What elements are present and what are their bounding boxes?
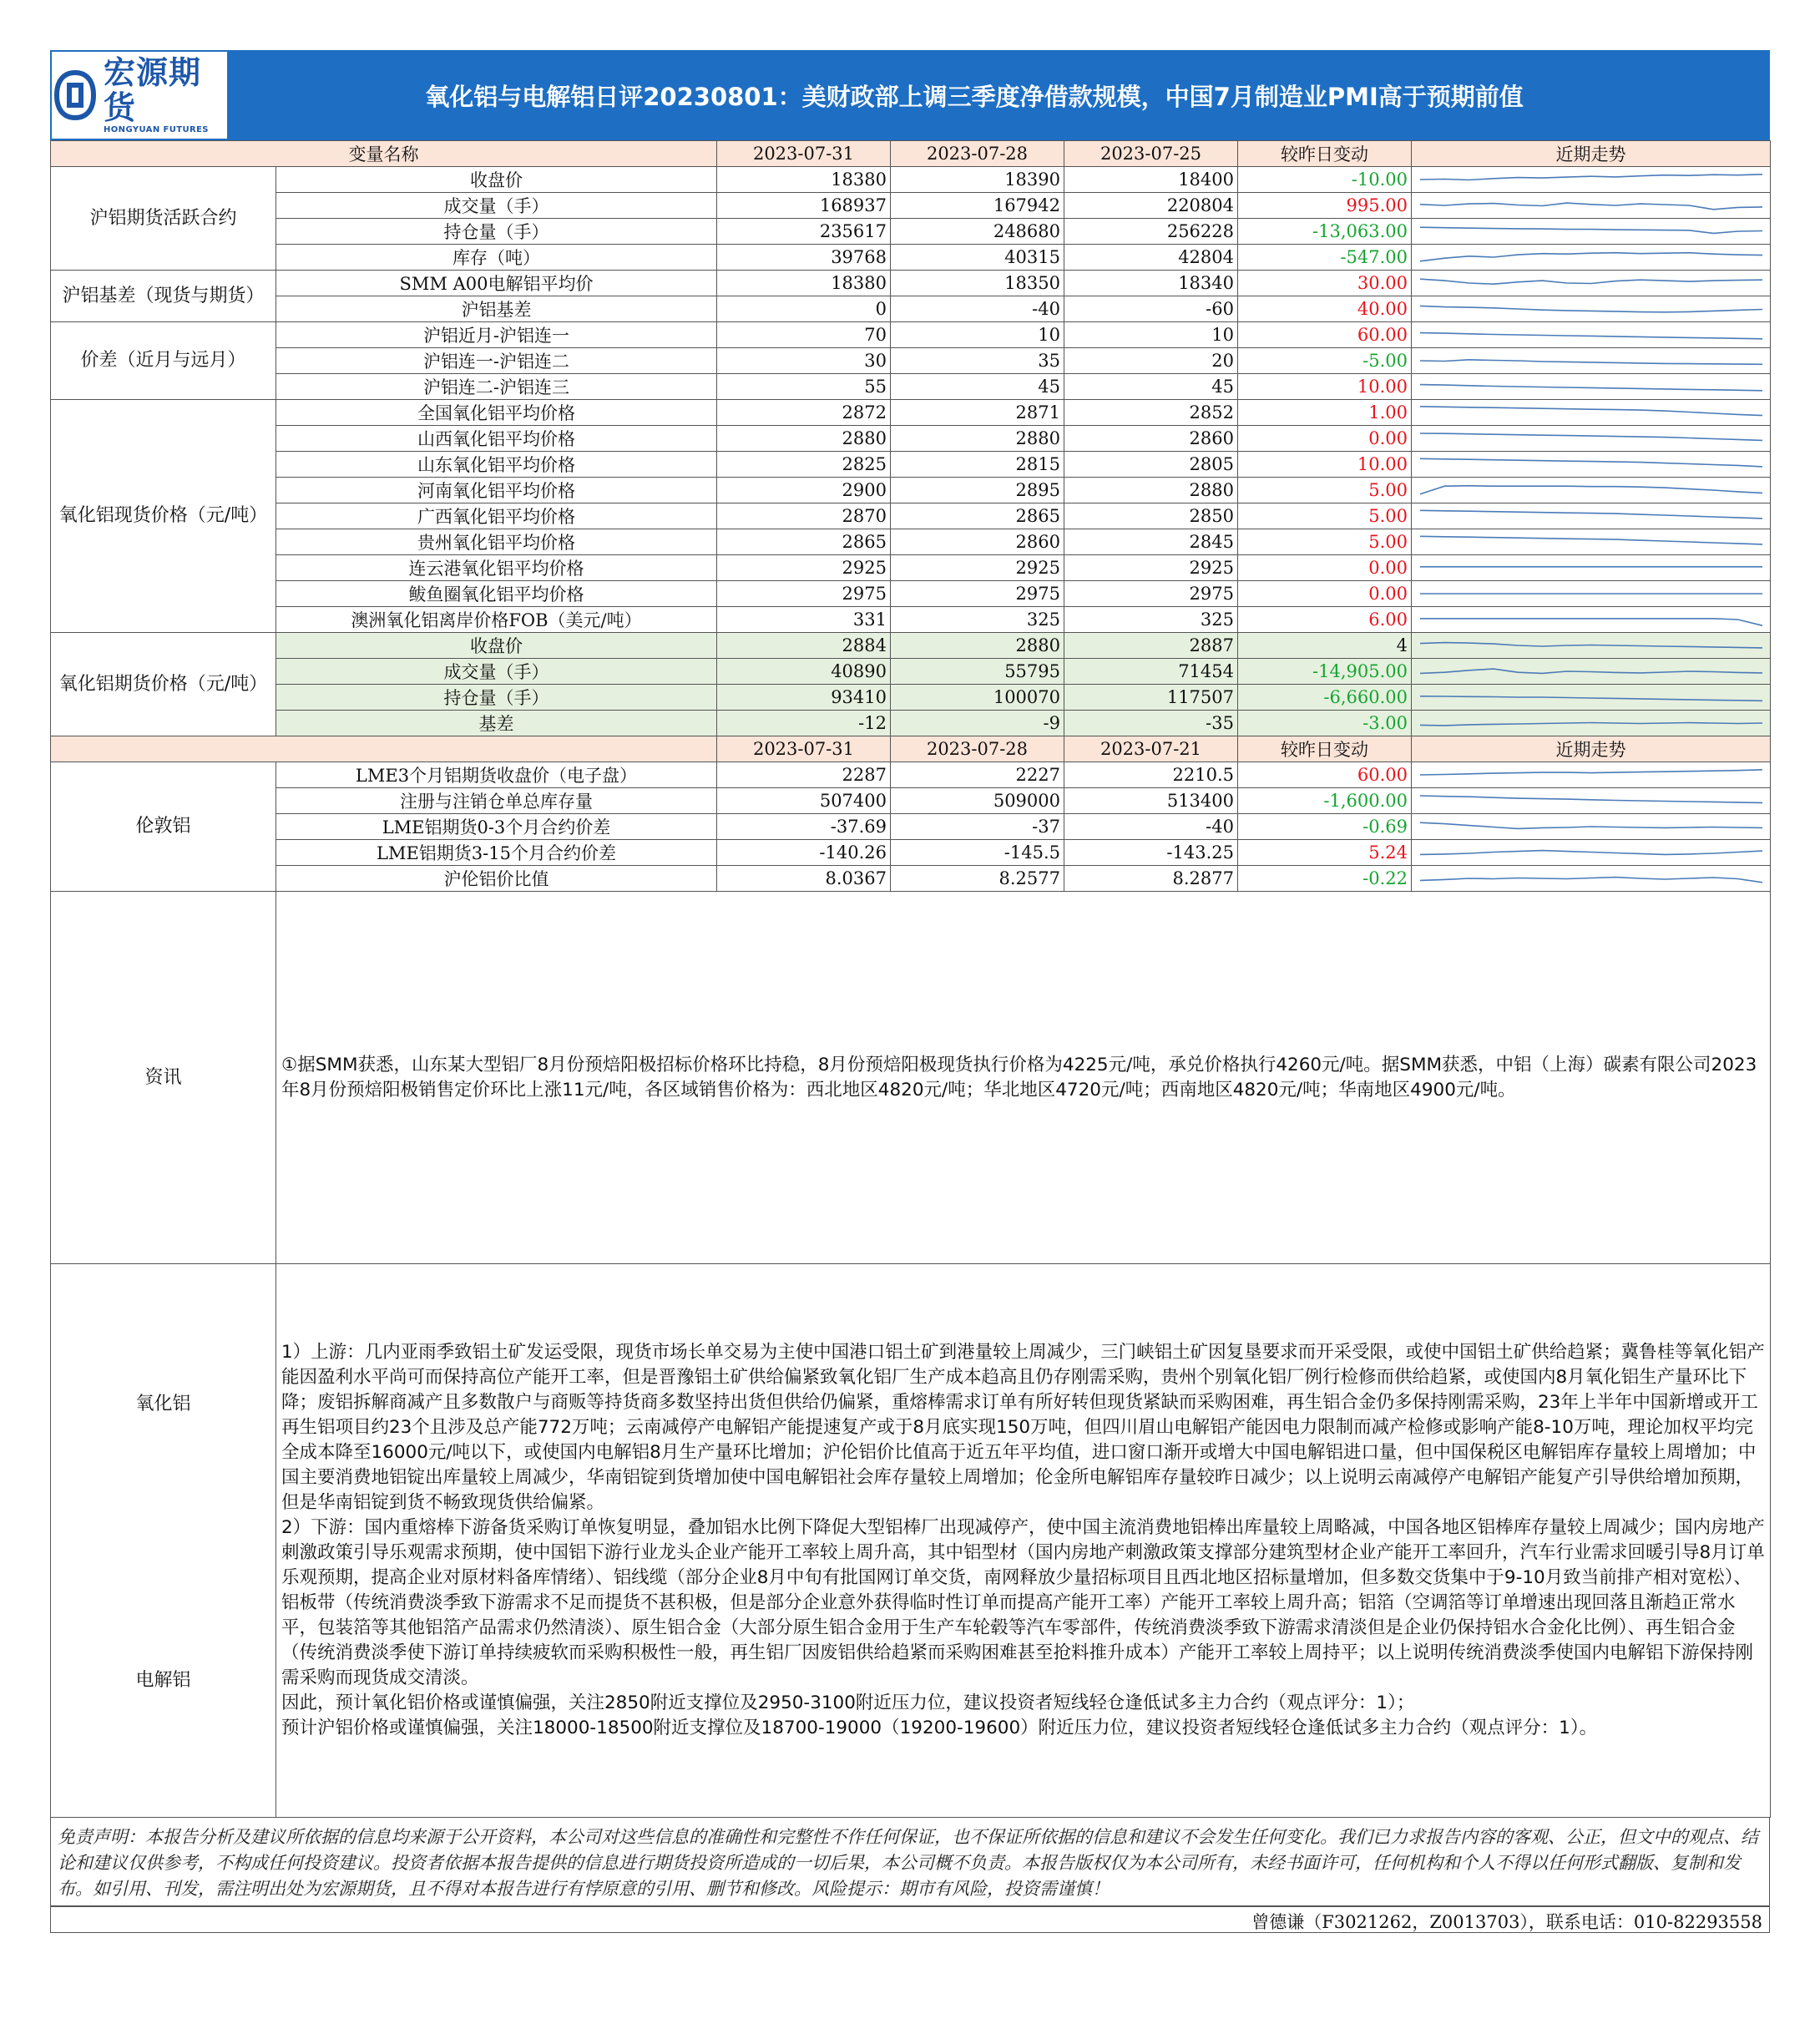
- trend-sparkline: [1412, 322, 1771, 348]
- change-cell: 0.00: [1238, 555, 1412, 581]
- table-row: [51, 711, 1771, 736]
- table-row: [51, 633, 1771, 659]
- value-cell: 18400: [1064, 167, 1238, 193]
- change-cell: 60.00: [1238, 322, 1412, 348]
- value-cell: 8.0367: [717, 866, 891, 892]
- sparkline-chart: [1412, 840, 1771, 865]
- value-cell: 509000: [891, 788, 1064, 814]
- row-label: 鲅鱼圈氧化铝平均价格: [276, 581, 717, 607]
- change-cell: 995.00: [1238, 193, 1412, 219]
- trend-sparkline: [1412, 659, 1771, 685]
- value-cell: -60: [1064, 296, 1238, 322]
- trend-sparkline: [1412, 167, 1771, 193]
- table-row: [51, 685, 1771, 711]
- column-header-variable: [51, 736, 717, 762]
- category-cell: 氧化铝期货价格（元/吨）: [51, 633, 276, 736]
- sparkline-chart: [1412, 788, 1771, 813]
- sparkline-chart: [1412, 866, 1771, 891]
- trend-sparkline: [1412, 866, 1771, 892]
- table-row: [51, 193, 1771, 219]
- trend-sparkline: [1412, 503, 1771, 529]
- row-label: 沪铝近月-沪铝连一: [276, 322, 717, 348]
- table-row: [51, 322, 1771, 348]
- logo-mark-icon: [52, 69, 99, 121]
- value-cell: 2860: [891, 529, 1064, 555]
- value-cell: 256228: [1064, 219, 1238, 245]
- table-row: [51, 245, 1771, 271]
- table-row: [51, 478, 1771, 503]
- column-header: 2023-07-21: [1064, 736, 1238, 762]
- table-row: [51, 659, 1771, 685]
- row-label: 河南氧化铝平均价格: [276, 478, 717, 503]
- table-row: [51, 503, 1771, 529]
- row-label: 全国氧化铝平均价格: [276, 400, 717, 426]
- row-label: 基差: [276, 711, 717, 736]
- value-cell: 2880: [717, 426, 891, 452]
- row-label: 持仓量（手）: [276, 219, 717, 245]
- trend-sparkline: [1412, 400, 1771, 426]
- aluminum-label: 电解铝: [135, 1669, 191, 1691]
- change-cell: 0.00: [1238, 426, 1412, 452]
- table-row: [51, 296, 1771, 322]
- column-header-variable: 变量名称: [51, 141, 717, 167]
- sparkline-chart: [1412, 711, 1771, 736]
- value-cell: 2210.5: [1064, 762, 1238, 788]
- trend-sparkline: [1412, 762, 1771, 788]
- value-cell: -12: [717, 711, 891, 736]
- sparkline-chart: [1412, 814, 1771, 839]
- analysis-row: [51, 1264, 1771, 1818]
- table-row: [51, 271, 1771, 296]
- report-page: [50, 50, 1770, 1933]
- row-label: 广西氧化铝平均价格: [276, 503, 717, 529]
- value-cell: 30: [717, 348, 891, 374]
- column-header: 近期走势: [1412, 141, 1771, 167]
- sparkline-chart: [1412, 348, 1771, 373]
- value-cell: 71454: [1064, 659, 1238, 685]
- alumina-label: 氧化铝: [135, 1393, 191, 1414]
- sparkline-chart: [1412, 452, 1771, 477]
- row-label: 成交量（手）: [276, 659, 717, 685]
- value-cell: 325: [1064, 607, 1238, 633]
- value-cell: 2884: [717, 633, 891, 659]
- value-cell: 2880: [891, 633, 1064, 659]
- value-cell: 168937: [717, 193, 891, 219]
- analysis-upstream: 1）上游：几内亚雨季致铝土矿发运受限，现货市场长单交易为主使中国港口铝土矿到港量较上周减少，三门峡铝土矿因复垦要求而开采受限，或使中国铝土矿供给趋紧；冀鲁桂等氧化铝产能因盈利水平尚可而保持高位产能开工率，但是晋豫铝土矿供给偏紧致氧化铝厂生产成本趋高且仍存刚需采购，贵州个别氧化铝厂例行检修而供给趋紧，或使国内8月氧化铝生产量环比下降；废铝拆解商减产且多数散户与商贩等持货商多数坚持出货但供给仍偏紧，重熔棒需求订单有所好转但现货紧缺而采购困难，再生铝合金仍多保持刚需采购，23年上半年中国新增或开工再生铝项目约23个且涉及总产能772万吨；云南减停产电解铝产能提速复产或于8月底实现150万吨，但四川眉山电解铝产能因电力限制而减产检修或影响产能8-10万吨，理论加权平均完全成本降至16000元/吨以下，或使国内电解铝8月生产量环比增加；沪伦铝价比值高于近五年平均值，进口窗口渐开或增大中国电解铝进口量，但中国保税区电解铝库存量较上周增加；中国主要消费地铝锭出库量较上周减少，华南铝锭到货增加使中国电解铝社会库存量较上周增加；伦金所电解铝库存量较昨日减少；以上说明云南减停产电解铝产能复产引导供给增加预期，但是华南铝锭到货不畅致现货供给偏紧。: [281, 1342, 1765, 1513]
- sparkline-chart: [1412, 271, 1771, 296]
- value-cell: 2845: [1064, 529, 1238, 555]
- value-cell: 331: [717, 607, 891, 633]
- trend-sparkline: [1412, 555, 1771, 581]
- value-cell: 2975: [717, 581, 891, 607]
- value-cell: 2852: [1064, 400, 1238, 426]
- change-cell: 40.00: [1238, 296, 1412, 322]
- value-cell: 2900: [717, 478, 891, 503]
- change-cell: 5.00: [1238, 478, 1412, 503]
- change-cell: 5.00: [1238, 529, 1412, 555]
- value-cell: 40890: [717, 659, 891, 685]
- table-row: [51, 348, 1771, 374]
- trend-sparkline: [1412, 633, 1771, 659]
- category-cell: 氧化铝现货价格（元/吨）: [51, 400, 276, 633]
- value-cell: -40: [1064, 814, 1238, 840]
- value-cell: 2872: [717, 400, 891, 426]
- table-row: [51, 529, 1771, 555]
- row-label: LME铝期货3-15个月合约价差: [276, 840, 717, 866]
- value-cell: 2925: [717, 555, 891, 581]
- analysis-text: [276, 1264, 1771, 1818]
- value-cell: 248680: [891, 219, 1064, 245]
- value-cell: 18340: [1064, 271, 1238, 296]
- table-row: [51, 400, 1771, 426]
- change-cell: -14,905.00: [1238, 659, 1412, 685]
- value-cell: 2880: [891, 426, 1064, 452]
- row-label: 沪铝连二-沪铝连三: [276, 374, 717, 400]
- change-cell: 5.00: [1238, 503, 1412, 529]
- change-cell: -6,660.00: [1238, 685, 1412, 711]
- table-row: [51, 866, 1771, 892]
- trend-sparkline: [1412, 840, 1771, 866]
- logo-chinese: 宏源期货: [104, 54, 202, 126]
- value-cell: 2865: [717, 529, 891, 555]
- change-cell: 10.00: [1238, 452, 1412, 478]
- value-cell: 55: [717, 374, 891, 400]
- table-row: [51, 581, 1771, 607]
- value-cell: 2880: [1064, 478, 1238, 503]
- value-cell: 45: [1064, 374, 1238, 400]
- value-cell: -37: [891, 814, 1064, 840]
- trend-sparkline: [1412, 245, 1771, 271]
- category-cell: 沪铝期货活跃合约: [51, 167, 276, 271]
- change-cell: 1.00: [1238, 400, 1412, 426]
- disclaimer: 免责声明：本报告分析及建议所依据的信息均来源于公开资料，本公司对这些信息的准确性和完整性不作任何保证，也不保证所依据的信息和建议不会发生任何变化。我们已力求报告内容的客观、公正，但文中的观点、结论和建议仅供参考，不构成任何投资建议。投资者依据本报告提供的信息进行期货投资所造成的一切后果，本公司概不负责。本报告版权仅为本公司所有，未经书面许可，任何机构和个人不得以任何形式翻版、复制和发布。如引用、刊发，需注明出处为宏源期货，且不得对本报告进行有悖原意的引用、删节和修改。风险提示：期市有风险，投资需谨慎！: [50, 1818, 1770, 1906]
- value-cell: 2860: [1064, 426, 1238, 452]
- table-row: [51, 555, 1771, 581]
- header-row: [51, 736, 1771, 762]
- value-cell: -37.69: [717, 814, 891, 840]
- table-row: [51, 607, 1771, 633]
- sparkline-chart: [1412, 659, 1771, 684]
- sparkline-chart: [1412, 245, 1771, 270]
- category-cell: 沪铝基差（现货与期货）: [51, 271, 276, 322]
- change-cell: 0.00: [1238, 581, 1412, 607]
- value-cell: -9: [891, 711, 1064, 736]
- table-row: [51, 814, 1771, 840]
- change-cell: -13,063.00: [1238, 219, 1412, 245]
- value-cell: 42804: [1064, 245, 1238, 271]
- row-label: 注册与注销仓单总库存量: [276, 788, 717, 814]
- sparkline-chart: [1412, 529, 1771, 554]
- value-cell: 167942: [891, 193, 1064, 219]
- sparkline-chart: [1412, 193, 1771, 218]
- change-cell: -547.00: [1238, 245, 1412, 271]
- column-header: 较昨日变动: [1238, 736, 1412, 762]
- row-label: 连云港氧化铝平均价格: [276, 555, 717, 581]
- company-logo: [50, 50, 229, 140]
- row-label: SMM A00电解铝平均价: [276, 271, 717, 296]
- value-cell: 2805: [1064, 452, 1238, 478]
- analysis-downstream: 2）下游：国内重熔棒下游备货采购订单恢复明显，叠加铝水比例下降促大型铝棒厂出现减停产，使中国主流消费地铝棒出库量较上周略减，中国各地区铝棒库存量较上周减少；国内房地产刺激政策引导乐观需求预期，使中国铝下游行业龙头企业产能开工率较上周升高，其中铝型材（国内房地产刺激政策支撑部分建筑型材企业产能开工率回升，汽车行业需求回暖引导8月订单乐观预期，提高企业对原材料备库情绪）、铝线缆（部分企业8月中旬有批国网订单交货，南网释放少量招标项目且西北地区招标量增加，但多数交货集中于9-10月致当前排产相对宽松）、铝板带（传统消费淡季致下游需求不足而提货不甚积极，但是部分企业意外获得临时性订单而提高产能开工率）产能开工率较上周升高；铝箔（空调箔等订单增速出现回落且渐趋正常水平，包装箔等其他铝箔产品需求仍然清淡）、原生铝合金（大部分原生铝合金用于生产车轮毂等汽车零部件，传统消费淡季致下游需求清淡但是企业仍保持铝水合金化比例）、再生铝合金（传统消费淡季使下游订单持续疲软而采购积极性一般，再生铝厂因废铝供给趋紧而采购困难甚至抢料推升成本）产能开工率较上周持平；以上说明传统消费淡季使国内电解铝下游保持刚需采购而现货成交清淡。: [281, 1517, 1765, 1688]
- trend-sparkline: [1412, 814, 1771, 840]
- value-cell: 40315: [891, 245, 1064, 271]
- value-cell: 2975: [891, 581, 1064, 607]
- header-row: [51, 141, 1771, 167]
- sparkline-chart: [1412, 426, 1771, 451]
- category-cell: 伦敦铝: [51, 762, 276, 892]
- value-cell: 2925: [1064, 555, 1238, 581]
- value-cell: 2227: [891, 762, 1064, 788]
- trend-sparkline: [1412, 529, 1771, 555]
- analysis-aluminum-outlook: 预计沪铝价格或谨慎偏强，关注18000-18500附近支撑位及18700-19000（19200-19600）附近压力位，建议投资者短线轻仓逢低试多主力合约（观点评分：1）。: [281, 1718, 1598, 1738]
- report-title: 氧化铝与电解铝日评20230801：美财政部上调三季度净借款规模，中国7月制造业PMI高于预期前值: [425, 82, 1524, 111]
- row-label: 沪铝基差: [276, 296, 717, 322]
- sparkline-chart: [1412, 633, 1771, 658]
- sparkline-chart: [1412, 219, 1771, 244]
- value-cell: 100070: [891, 685, 1064, 711]
- change-cell: -3.00: [1238, 711, 1412, 736]
- value-cell: 20: [1064, 348, 1238, 374]
- value-cell: 55795: [891, 659, 1064, 685]
- row-label: LME3个月铝期货收盘价（电子盘）: [276, 762, 717, 788]
- value-cell: 8.2877: [1064, 866, 1238, 892]
- value-cell: 70: [717, 322, 891, 348]
- value-cell: 513400: [1064, 788, 1238, 814]
- title-banner: [50, 50, 1770, 140]
- value-cell: 10: [1064, 322, 1238, 348]
- trend-sparkline: [1412, 478, 1771, 503]
- value-cell: 93410: [717, 685, 891, 711]
- news-row: [51, 892, 1771, 1264]
- sparkline-chart: [1412, 555, 1771, 580]
- column-header: 2023-07-31: [717, 736, 891, 762]
- sparkline-chart: [1412, 322, 1771, 347]
- table-row: [51, 426, 1771, 452]
- trend-sparkline: [1412, 348, 1771, 374]
- value-cell: 117507: [1064, 685, 1238, 711]
- value-cell: 2870: [717, 503, 891, 529]
- table-row: [51, 167, 1771, 193]
- change-cell: -0.22: [1238, 866, 1412, 892]
- change-cell: -5.00: [1238, 348, 1412, 374]
- trend-sparkline: [1412, 788, 1771, 814]
- row-label: 山西氧化铝平均价格: [276, 426, 717, 452]
- trend-sparkline: [1412, 296, 1771, 322]
- analysis-alumina-outlook: 因此，预计氧化铝价格或谨慎偏强，关注2850附近支撑位及2950-3100附近压力位，建议投资者短线轻仓逢低试多主力合约（观点评分：1）；: [281, 1693, 1415, 1713]
- value-cell: 45: [891, 374, 1064, 400]
- row-label: LME铝期货0-3个月合约价差: [276, 814, 717, 840]
- row-label: 库存（吨）: [276, 245, 717, 271]
- sparkline-chart: [1412, 374, 1771, 399]
- trend-sparkline: [1412, 193, 1771, 219]
- value-cell: 2287: [717, 762, 891, 788]
- trend-sparkline: [1412, 219, 1771, 245]
- table-row: [51, 374, 1771, 400]
- value-cell: 2815: [891, 452, 1064, 478]
- value-cell: 507400: [717, 788, 891, 814]
- table-row: [51, 452, 1771, 478]
- row-label: 持仓量（手）: [276, 685, 717, 711]
- sparkline-chart: [1412, 400, 1771, 425]
- trend-sparkline: [1412, 271, 1771, 296]
- row-label: 沪伦铝价比值: [276, 866, 717, 892]
- column-header: 2023-07-31: [717, 141, 891, 167]
- trend-sparkline: [1412, 426, 1771, 452]
- value-cell: 18380: [717, 167, 891, 193]
- logo-english: HONGYUAN FUTURES: [104, 125, 209, 134]
- row-label: 澳洲氧化铝离岸价格FOB（美元/吨）: [276, 607, 717, 633]
- value-cell: 0: [717, 296, 891, 322]
- value-cell: 2895: [891, 478, 1064, 503]
- value-cell: 2887: [1064, 633, 1238, 659]
- value-cell: 2825: [717, 452, 891, 478]
- value-cell: 235617: [717, 219, 891, 245]
- row-label: 贵州氧化铝平均价格: [276, 529, 717, 555]
- value-cell: -140.26: [717, 840, 891, 866]
- value-cell: 8.2577: [891, 866, 1064, 892]
- change-cell: 6.00: [1238, 607, 1412, 633]
- change-cell: 60.00: [1238, 762, 1412, 788]
- value-cell: -40: [891, 296, 1064, 322]
- change-cell: 4: [1238, 633, 1412, 659]
- analysis-labels: [51, 1264, 276, 1818]
- trend-sparkline: [1412, 374, 1771, 400]
- table-row: [51, 219, 1771, 245]
- value-cell: 35: [891, 348, 1064, 374]
- value-cell: 18390: [891, 167, 1064, 193]
- change-cell: 5.24: [1238, 840, 1412, 866]
- table-row: [51, 762, 1771, 788]
- news-label: 资讯: [51, 892, 276, 1264]
- value-cell: 2925: [891, 555, 1064, 581]
- value-cell: 39768: [717, 245, 891, 271]
- value-cell: 2871: [891, 400, 1064, 426]
- sparkline-chart: [1412, 762, 1771, 787]
- change-cell: 30.00: [1238, 271, 1412, 296]
- value-cell: 18350: [891, 271, 1064, 296]
- table-row: [51, 840, 1771, 866]
- row-label: 收盘价: [276, 633, 717, 659]
- value-cell: 18380: [717, 271, 891, 296]
- value-cell: 325: [891, 607, 1064, 633]
- column-header: 2023-07-28: [891, 736, 1064, 762]
- value-cell: -145.5: [891, 840, 1064, 866]
- sparkline-chart: [1412, 685, 1771, 710]
- change-cell: -1,600.00: [1238, 788, 1412, 814]
- sparkline-chart: [1412, 503, 1771, 529]
- value-cell: 220804: [1064, 193, 1238, 219]
- value-cell: 2850: [1064, 503, 1238, 529]
- news-text: ①据SMM获悉，山东某大型铝厂8月份预焙阳极招标价格环比持稳，8月份预焙阳极现货执行价格为4225元/吨，承兑价格执行4260元/吨。据SMM获悉，中铝（上海）碳素有限公司2023年8月份预焙阳极销售定价环比上涨11元/吨，各区域销售价格为：西北地区4820元/吨；华北地区4720元/吨；西南地区4820元/吨；华南地区4900元/吨。: [276, 892, 1771, 1264]
- trend-sparkline: [1412, 607, 1771, 633]
- trend-sparkline: [1412, 452, 1771, 478]
- value-cell: 2865: [891, 503, 1064, 529]
- change-cell: -0.69: [1238, 814, 1412, 840]
- row-label: 收盘价: [276, 167, 717, 193]
- change-cell: -10.00: [1238, 167, 1412, 193]
- sparkline-chart: [1412, 296, 1771, 321]
- change-cell: 10.00: [1238, 374, 1412, 400]
- row-label: 成交量（手）: [276, 193, 717, 219]
- column-header: 2023-07-28: [891, 141, 1064, 167]
- trend-sparkline: [1412, 711, 1771, 736]
- value-cell: 10: [891, 322, 1064, 348]
- data-table: [50, 140, 1771, 1818]
- sparkline-chart: [1412, 478, 1771, 503]
- column-header: 较昨日变动: [1238, 141, 1412, 167]
- trend-sparkline: [1412, 581, 1771, 607]
- table-row: [51, 788, 1771, 814]
- sparkline-chart: [1412, 167, 1771, 192]
- row-label: 山东氧化铝平均价格: [276, 452, 717, 478]
- value-cell: -35: [1064, 711, 1238, 736]
- trend-sparkline: [1412, 685, 1771, 711]
- analyst-contact: 曾德谦（F3021262，Z0013703），联系电话：010-82293558: [50, 1906, 1770, 1933]
- category-cell: 价差（近月与远月）: [51, 322, 276, 400]
- value-cell: 2975: [1064, 581, 1238, 607]
- sparkline-chart: [1412, 607, 1771, 632]
- row-label: 沪铝连一-沪铝连二: [276, 348, 717, 374]
- column-header: 2023-07-25: [1064, 141, 1238, 167]
- column-header: 近期走势: [1412, 736, 1771, 762]
- sparkline-chart: [1412, 581, 1771, 606]
- value-cell: -143.25: [1064, 840, 1238, 866]
